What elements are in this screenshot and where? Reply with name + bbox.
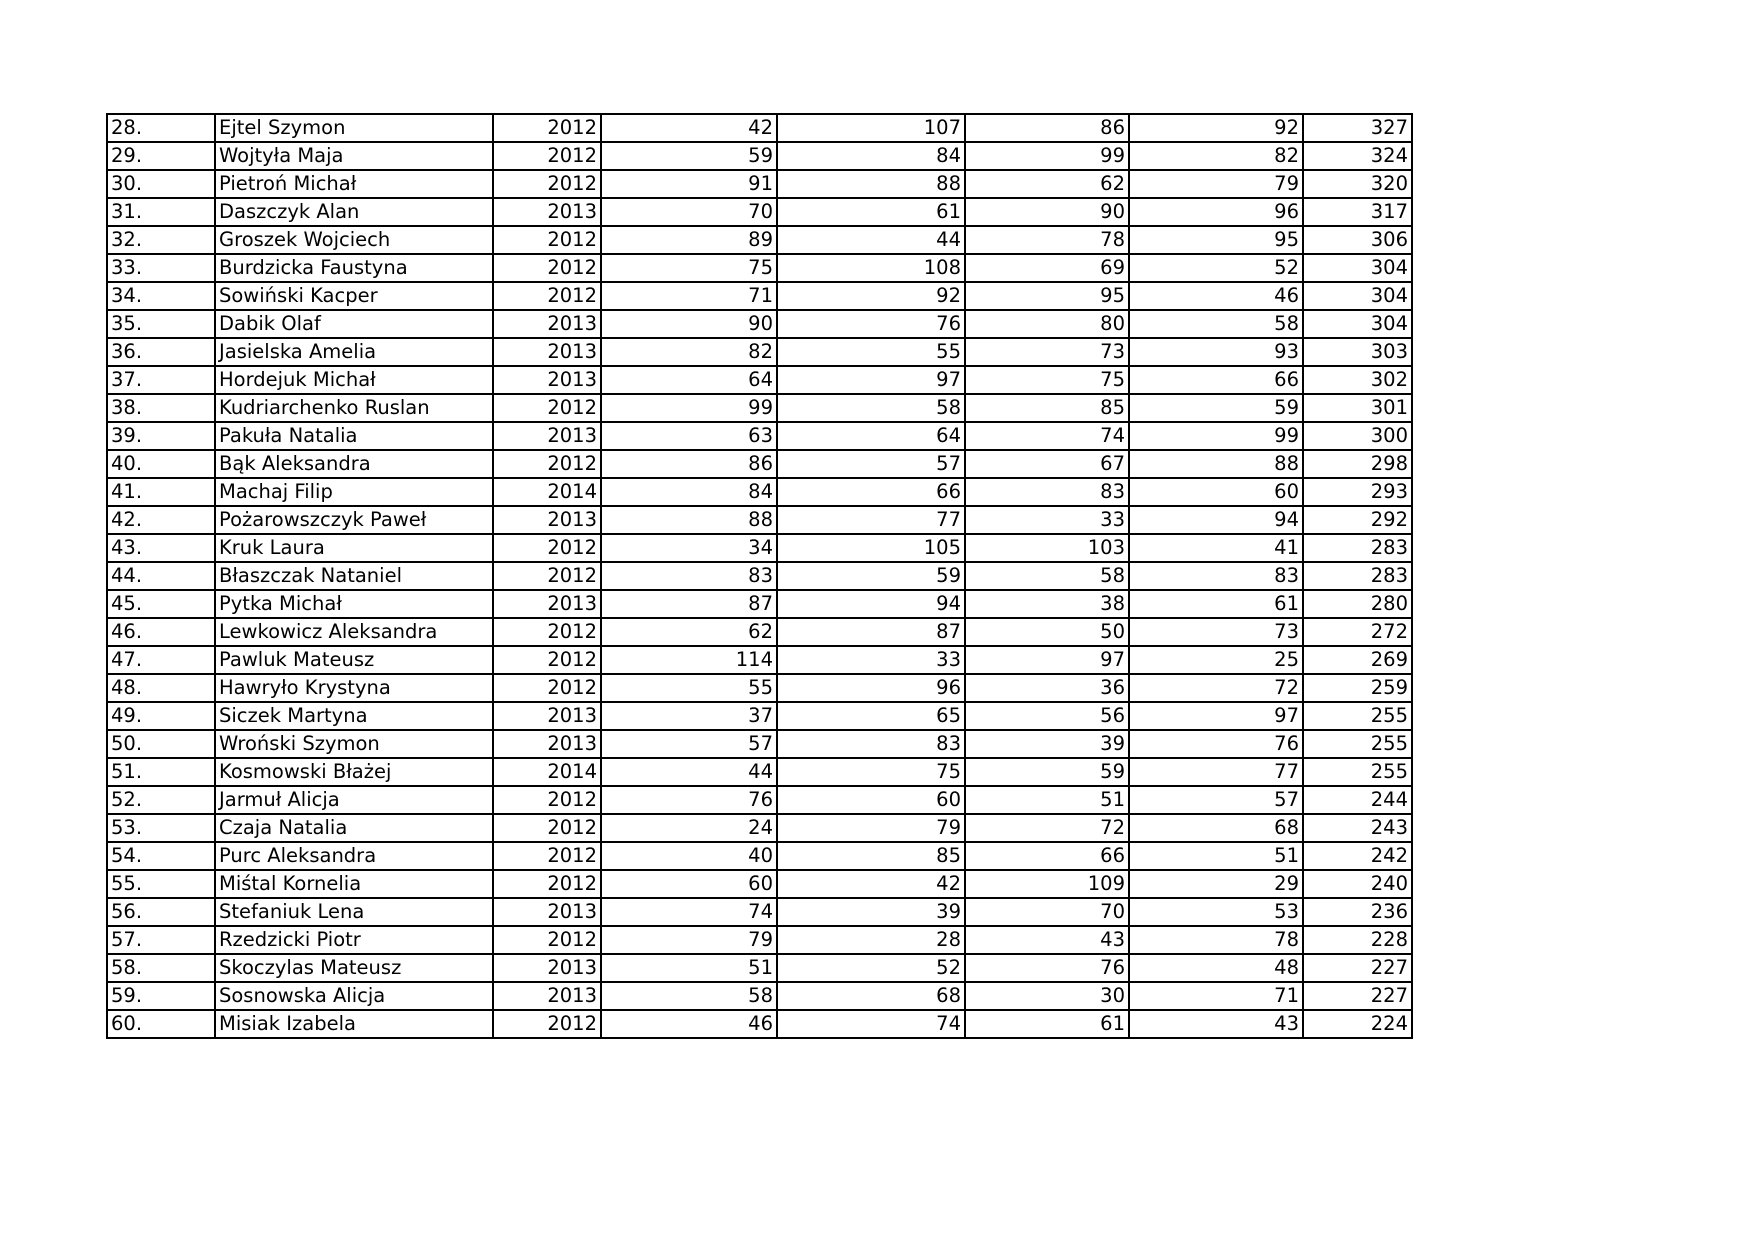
score-2-cell: 94	[777, 590, 965, 618]
score-3-cell: 67	[965, 450, 1129, 478]
results-table-body	[107, 114, 1412, 1038]
table-row	[107, 422, 1412, 450]
score-4-cell: 72	[1129, 674, 1303, 702]
total-cell: 255	[1303, 702, 1412, 730]
total-cell: 302	[1303, 366, 1412, 394]
rank-cell: 47.	[107, 646, 215, 674]
score-4-cell: 52	[1129, 254, 1303, 282]
total-cell: 304	[1303, 282, 1412, 310]
total-cell: 303	[1303, 338, 1412, 366]
birth-year-cell: 2012	[493, 1010, 601, 1038]
score-2-cell: 66	[777, 478, 965, 506]
table-row	[107, 338, 1412, 366]
name-cell: Pawluk Mateusz	[215, 646, 493, 674]
score-4-cell: 25	[1129, 646, 1303, 674]
total-cell: 227	[1303, 982, 1412, 1010]
birth-year-cell: 2013	[493, 702, 601, 730]
table-row	[107, 814, 1412, 842]
score-2-cell: 75	[777, 758, 965, 786]
table-row	[107, 982, 1412, 1010]
score-2-cell: 52	[777, 954, 965, 982]
rank-cell: 60.	[107, 1010, 215, 1038]
total-cell: 304	[1303, 310, 1412, 338]
results-table	[106, 113, 1413, 1039]
rank-cell: 32.	[107, 226, 215, 254]
total-cell: 244	[1303, 786, 1412, 814]
score-2-cell: 68	[777, 982, 965, 1010]
rank-cell: 28.	[107, 114, 215, 142]
name-cell: Burdzicka Faustyna	[215, 254, 493, 282]
score-3-cell: 83	[965, 478, 1129, 506]
name-cell: Daszczyk Alan	[215, 198, 493, 226]
name-cell: Groszek Wojciech	[215, 226, 493, 254]
score-1-cell: 75	[601, 254, 777, 282]
score-3-cell: 38	[965, 590, 1129, 618]
score-2-cell: 58	[777, 394, 965, 422]
rank-cell: 34.	[107, 282, 215, 310]
birth-year-cell: 2012	[493, 674, 601, 702]
birth-year-cell: 2013	[493, 198, 601, 226]
total-cell: 242	[1303, 842, 1412, 870]
name-cell: Pakuła Natalia	[215, 422, 493, 450]
score-4-cell: 57	[1129, 786, 1303, 814]
score-3-cell: 86	[965, 114, 1129, 142]
name-cell: Jasielska Amelia	[215, 338, 493, 366]
total-cell: 304	[1303, 254, 1412, 282]
score-4-cell: 76	[1129, 730, 1303, 758]
name-cell: Lewkowicz Aleksandra	[215, 618, 493, 646]
score-2-cell: 87	[777, 618, 965, 646]
total-cell: 280	[1303, 590, 1412, 618]
birth-year-cell: 2014	[493, 758, 601, 786]
birth-year-cell: 2013	[493, 422, 601, 450]
rank-cell: 39.	[107, 422, 215, 450]
name-cell: Machaj Filip	[215, 478, 493, 506]
score-4-cell: 78	[1129, 926, 1303, 954]
score-3-cell: 73	[965, 338, 1129, 366]
table-row	[107, 534, 1412, 562]
score-3-cell: 66	[965, 842, 1129, 870]
rank-cell: 50.	[107, 730, 215, 758]
table-row	[107, 954, 1412, 982]
total-cell: 293	[1303, 478, 1412, 506]
name-cell: Bąk Aleksandra	[215, 450, 493, 478]
score-4-cell: 92	[1129, 114, 1303, 142]
score-4-cell: 94	[1129, 506, 1303, 534]
total-cell: 298	[1303, 450, 1412, 478]
score-2-cell: 85	[777, 842, 965, 870]
score-1-cell: 91	[601, 170, 777, 198]
score-1-cell: 62	[601, 618, 777, 646]
score-3-cell: 56	[965, 702, 1129, 730]
score-2-cell: 77	[777, 506, 965, 534]
name-cell: Pytka Michał	[215, 590, 493, 618]
rank-cell: 56.	[107, 898, 215, 926]
score-1-cell: 40	[601, 842, 777, 870]
score-2-cell: 76	[777, 310, 965, 338]
name-cell: Sosnowska Alicja	[215, 982, 493, 1010]
birth-year-cell: 2013	[493, 366, 601, 394]
score-1-cell: 84	[601, 478, 777, 506]
rank-cell: 53.	[107, 814, 215, 842]
name-cell: Ejtel Szymon	[215, 114, 493, 142]
birth-year-cell: 2012	[493, 226, 601, 254]
table-row	[107, 758, 1412, 786]
birth-year-cell: 2012	[493, 394, 601, 422]
score-2-cell: 39	[777, 898, 965, 926]
rank-cell: 46.	[107, 618, 215, 646]
rank-cell: 35.	[107, 310, 215, 338]
score-2-cell: 108	[777, 254, 965, 282]
birth-year-cell: 2013	[493, 898, 601, 926]
table-row	[107, 842, 1412, 870]
score-1-cell: 63	[601, 422, 777, 450]
score-2-cell: 60	[777, 786, 965, 814]
table-row	[107, 562, 1412, 590]
table-row	[107, 226, 1412, 254]
rank-cell: 31.	[107, 198, 215, 226]
score-1-cell: 83	[601, 562, 777, 590]
score-1-cell: 60	[601, 870, 777, 898]
score-4-cell: 79	[1129, 170, 1303, 198]
score-1-cell: 76	[601, 786, 777, 814]
score-3-cell: 74	[965, 422, 1129, 450]
name-cell: Kudriarchenko Ruslan	[215, 394, 493, 422]
score-3-cell: 78	[965, 226, 1129, 254]
total-cell: 292	[1303, 506, 1412, 534]
rank-cell: 44.	[107, 562, 215, 590]
score-3-cell: 62	[965, 170, 1129, 198]
score-4-cell: 95	[1129, 226, 1303, 254]
name-cell: Sowiński Kacper	[215, 282, 493, 310]
score-2-cell: 55	[777, 338, 965, 366]
score-1-cell: 46	[601, 1010, 777, 1038]
table-row	[107, 898, 1412, 926]
score-1-cell: 34	[601, 534, 777, 562]
table-row	[107, 450, 1412, 478]
rank-cell: 57.	[107, 926, 215, 954]
score-3-cell: 69	[965, 254, 1129, 282]
score-4-cell: 71	[1129, 982, 1303, 1010]
table-row	[107, 142, 1412, 170]
score-4-cell: 41	[1129, 534, 1303, 562]
table-row	[107, 646, 1412, 674]
name-cell: Miśtal Kornelia	[215, 870, 493, 898]
score-1-cell: 58	[601, 982, 777, 1010]
birth-year-cell: 2012	[493, 254, 601, 282]
birth-year-cell: 2012	[493, 870, 601, 898]
rank-cell: 49.	[107, 702, 215, 730]
name-cell: Dabik Olaf	[215, 310, 493, 338]
score-4-cell: 99	[1129, 422, 1303, 450]
rank-cell: 51.	[107, 758, 215, 786]
birth-year-cell: 2013	[493, 310, 601, 338]
score-2-cell: 57	[777, 450, 965, 478]
score-1-cell: 24	[601, 814, 777, 842]
table-row	[107, 254, 1412, 282]
score-1-cell: 42	[601, 114, 777, 142]
total-cell: 272	[1303, 618, 1412, 646]
score-2-cell: 84	[777, 142, 965, 170]
birth-year-cell: 2013	[493, 506, 601, 534]
name-cell: Stefaniuk Lena	[215, 898, 493, 926]
score-4-cell: 51	[1129, 842, 1303, 870]
table-row	[107, 702, 1412, 730]
score-1-cell: 90	[601, 310, 777, 338]
score-1-cell: 64	[601, 366, 777, 394]
score-2-cell: 61	[777, 198, 965, 226]
score-4-cell: 29	[1129, 870, 1303, 898]
rank-cell: 38.	[107, 394, 215, 422]
score-1-cell: 59	[601, 142, 777, 170]
birth-year-cell: 2012	[493, 842, 601, 870]
score-1-cell: 87	[601, 590, 777, 618]
table-row	[107, 730, 1412, 758]
score-4-cell: 59	[1129, 394, 1303, 422]
total-cell: 327	[1303, 114, 1412, 142]
score-3-cell: 50	[965, 618, 1129, 646]
total-cell: 306	[1303, 226, 1412, 254]
score-3-cell: 109	[965, 870, 1129, 898]
score-4-cell: 88	[1129, 450, 1303, 478]
birth-year-cell: 2012	[493, 618, 601, 646]
total-cell: 227	[1303, 954, 1412, 982]
score-3-cell: 59	[965, 758, 1129, 786]
rank-cell: 30.	[107, 170, 215, 198]
score-1-cell: 89	[601, 226, 777, 254]
total-cell: 243	[1303, 814, 1412, 842]
table-row	[107, 198, 1412, 226]
name-cell: Siczek Martyna	[215, 702, 493, 730]
score-3-cell: 36	[965, 674, 1129, 702]
rank-cell: 33.	[107, 254, 215, 282]
score-4-cell: 58	[1129, 310, 1303, 338]
rank-cell: 59.	[107, 982, 215, 1010]
rank-cell: 36.	[107, 338, 215, 366]
total-cell: 259	[1303, 674, 1412, 702]
score-2-cell: 33	[777, 646, 965, 674]
score-1-cell: 79	[601, 926, 777, 954]
score-3-cell: 75	[965, 366, 1129, 394]
rank-cell: 52.	[107, 786, 215, 814]
score-4-cell: 96	[1129, 198, 1303, 226]
total-cell: 324	[1303, 142, 1412, 170]
rank-cell: 41.	[107, 478, 215, 506]
name-cell: Wojtyła Maja	[215, 142, 493, 170]
table-row	[107, 366, 1412, 394]
table-row	[107, 618, 1412, 646]
score-2-cell: 65	[777, 702, 965, 730]
rank-cell: 37.	[107, 366, 215, 394]
score-4-cell: 46	[1129, 282, 1303, 310]
score-3-cell: 97	[965, 646, 1129, 674]
score-3-cell: 72	[965, 814, 1129, 842]
score-3-cell: 43	[965, 926, 1129, 954]
score-1-cell: 44	[601, 758, 777, 786]
rank-cell: 42.	[107, 506, 215, 534]
birth-year-cell: 2012	[493, 562, 601, 590]
rank-cell: 48.	[107, 674, 215, 702]
table-row	[107, 870, 1412, 898]
score-2-cell: 105	[777, 534, 965, 562]
total-cell: 300	[1303, 422, 1412, 450]
score-1-cell: 74	[601, 898, 777, 926]
birth-year-cell: 2013	[493, 338, 601, 366]
name-cell: Czaja Natalia	[215, 814, 493, 842]
birth-year-cell: 2012	[493, 814, 601, 842]
table-row	[107, 394, 1412, 422]
score-3-cell: 85	[965, 394, 1129, 422]
score-3-cell: 58	[965, 562, 1129, 590]
total-cell: 283	[1303, 562, 1412, 590]
birth-year-cell: 2013	[493, 982, 601, 1010]
name-cell: Rzedzicki Piotr	[215, 926, 493, 954]
score-1-cell: 55	[601, 674, 777, 702]
name-cell: Purc Aleksandra	[215, 842, 493, 870]
total-cell: 240	[1303, 870, 1412, 898]
table-row	[107, 786, 1412, 814]
score-2-cell: 74	[777, 1010, 965, 1038]
name-cell: Pietroń Michał	[215, 170, 493, 198]
score-2-cell: 42	[777, 870, 965, 898]
score-2-cell: 59	[777, 562, 965, 590]
score-1-cell: 86	[601, 450, 777, 478]
total-cell: 317	[1303, 198, 1412, 226]
birth-year-cell: 2013	[493, 590, 601, 618]
name-cell: Hawryło Krystyna	[215, 674, 493, 702]
birth-year-cell: 2013	[493, 730, 601, 758]
score-3-cell: 80	[965, 310, 1129, 338]
birth-year-cell: 2012	[493, 170, 601, 198]
rank-cell: 40.	[107, 450, 215, 478]
score-1-cell: 37	[601, 702, 777, 730]
score-4-cell: 77	[1129, 758, 1303, 786]
name-cell: Błaszczak Nataniel	[215, 562, 493, 590]
name-cell: Jarmuł Alicja	[215, 786, 493, 814]
table-row	[107, 1010, 1412, 1038]
table-row	[107, 674, 1412, 702]
birth-year-cell: 2012	[493, 926, 601, 954]
total-cell: 255	[1303, 730, 1412, 758]
rank-cell: 29.	[107, 142, 215, 170]
score-4-cell: 68	[1129, 814, 1303, 842]
table-row	[107, 310, 1412, 338]
score-4-cell: 43	[1129, 1010, 1303, 1038]
birth-year-cell: 2012	[493, 114, 601, 142]
total-cell: 269	[1303, 646, 1412, 674]
score-2-cell: 44	[777, 226, 965, 254]
score-4-cell: 53	[1129, 898, 1303, 926]
score-2-cell: 107	[777, 114, 965, 142]
score-1-cell: 82	[601, 338, 777, 366]
score-2-cell: 88	[777, 170, 965, 198]
score-2-cell: 97	[777, 366, 965, 394]
score-3-cell: 90	[965, 198, 1129, 226]
score-1-cell: 57	[601, 730, 777, 758]
table-row	[107, 506, 1412, 534]
score-4-cell: 82	[1129, 142, 1303, 170]
score-3-cell: 30	[965, 982, 1129, 1010]
table-row	[107, 282, 1412, 310]
score-1-cell: 88	[601, 506, 777, 534]
score-1-cell: 99	[601, 394, 777, 422]
birth-year-cell: 2012	[493, 534, 601, 562]
table-row	[107, 114, 1412, 142]
birth-year-cell: 2012	[493, 282, 601, 310]
score-4-cell: 48	[1129, 954, 1303, 982]
score-4-cell: 66	[1129, 366, 1303, 394]
birth-year-cell: 2012	[493, 786, 601, 814]
name-cell: Hordejuk Michał	[215, 366, 493, 394]
score-1-cell: 71	[601, 282, 777, 310]
total-cell: 228	[1303, 926, 1412, 954]
score-4-cell: 61	[1129, 590, 1303, 618]
score-4-cell: 83	[1129, 562, 1303, 590]
total-cell: 255	[1303, 758, 1412, 786]
name-cell: Pożarowszczyk Paweł	[215, 506, 493, 534]
rank-cell: 55.	[107, 870, 215, 898]
score-2-cell: 28	[777, 926, 965, 954]
score-3-cell: 39	[965, 730, 1129, 758]
score-4-cell: 93	[1129, 338, 1303, 366]
name-cell: Kruk Laura	[215, 534, 493, 562]
score-3-cell: 61	[965, 1010, 1129, 1038]
total-cell: 224	[1303, 1010, 1412, 1038]
rank-cell: 43.	[107, 534, 215, 562]
score-2-cell: 96	[777, 674, 965, 702]
rank-cell: 54.	[107, 842, 215, 870]
birth-year-cell: 2012	[493, 646, 601, 674]
score-1-cell: 51	[601, 954, 777, 982]
score-1-cell: 70	[601, 198, 777, 226]
table-row	[107, 478, 1412, 506]
score-3-cell: 33	[965, 506, 1129, 534]
score-3-cell: 76	[965, 954, 1129, 982]
score-3-cell: 51	[965, 786, 1129, 814]
score-4-cell: 97	[1129, 702, 1303, 730]
table-row	[107, 926, 1412, 954]
name-cell: Skoczylas Mateusz	[215, 954, 493, 982]
total-cell: 320	[1303, 170, 1412, 198]
score-3-cell: 70	[965, 898, 1129, 926]
rank-cell: 58.	[107, 954, 215, 982]
table-row	[107, 590, 1412, 618]
total-cell: 236	[1303, 898, 1412, 926]
score-4-cell: 60	[1129, 478, 1303, 506]
birth-year-cell: 2012	[493, 142, 601, 170]
score-2-cell: 83	[777, 730, 965, 758]
rank-cell: 45.	[107, 590, 215, 618]
name-cell: Misiak Izabela	[215, 1010, 493, 1038]
score-4-cell: 73	[1129, 618, 1303, 646]
score-3-cell: 103	[965, 534, 1129, 562]
score-3-cell: 95	[965, 282, 1129, 310]
score-1-cell: 114	[601, 646, 777, 674]
total-cell: 301	[1303, 394, 1412, 422]
name-cell: Kosmowski Błażej	[215, 758, 493, 786]
score-2-cell: 64	[777, 422, 965, 450]
score-2-cell: 92	[777, 282, 965, 310]
total-cell: 283	[1303, 534, 1412, 562]
birth-year-cell: 2012	[493, 450, 601, 478]
name-cell: Wroński Szymon	[215, 730, 493, 758]
table-row	[107, 170, 1412, 198]
score-2-cell: 79	[777, 814, 965, 842]
score-3-cell: 99	[965, 142, 1129, 170]
birth-year-cell: 2013	[493, 954, 601, 982]
birth-year-cell: 2014	[493, 478, 601, 506]
